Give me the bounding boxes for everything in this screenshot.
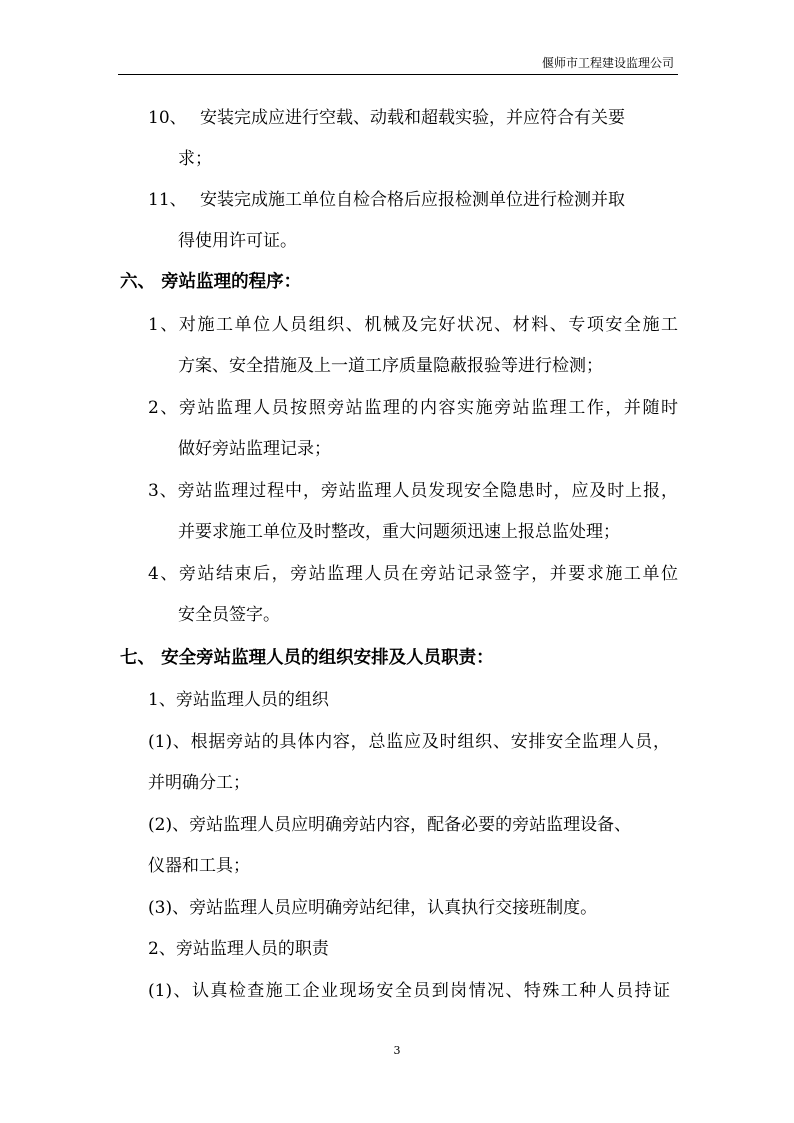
item-11-text-a: 安装完成施工单位自检合格后应报检测单位进行检测并取: [200, 190, 625, 210]
proc-3-line-2: 并要求施工单位及时整改，重大问题须迅速上报总监处理；: [178, 522, 620, 542]
proc-4-line-1: 4、旁站结束后，旁站监理人员在旁站记录签字，并要求施工单位: [148, 564, 678, 584]
sub-1-item-2-line-1: (2)、旁站监理人员应明确旁站内容，配备必要的旁站监理设备、: [148, 815, 632, 835]
sub-2-heading: 2、旁站监理人员的职责: [148, 939, 329, 959]
section-6-heading: 六、 旁站监理的程序：: [120, 272, 302, 292]
proc-4-line-2: 安全员签字。: [178, 605, 280, 625]
page-number: 3: [393, 1044, 401, 1057]
sub-1-heading: 1、旁站监理人员的组织: [148, 690, 329, 710]
sub-1-item-1-line-1: (1)、根据旁站的具体内容，总监应及时组织、安排安全监理人员，: [148, 732, 670, 752]
proc-2-line-1: 2、旁站监理人员按照旁站监理的内容实施旁站监理工作，并随时: [148, 398, 678, 418]
item-11-number: 11、: [148, 190, 187, 210]
item-10-line-1: [148, 107, 625, 129]
sub-1-item-3: (3)、旁站监理人员应明确旁站纪律，认真执行交接班制度。: [148, 898, 598, 918]
sub-1-item-1-line-2: 并明确分工；: [148, 773, 250, 793]
header-rule: [118, 74, 678, 75]
proc-3-line-1: 3、旁站监理过程中，旁站监理人员发现安全隐患时，应及时上报，: [148, 481, 678, 501]
sub-2-item-1-line-1: (1)、认真检查施工企业现场安全员到岗情况、特殊工种人员持证: [148, 981, 670, 1001]
item-11-line-1: [148, 189, 625, 211]
item-10-number: 10、: [148, 108, 187, 128]
proc-1-line-2: 方案、安全措施及上一道工序质量隐蔽报验等进行检测；: [178, 356, 603, 376]
proc-1-line-1: 1、对施工单位人员组织、机械及完好状况、材料、专项安全施工: [148, 315, 678, 335]
proc-2-line-2: 做好旁站监理记录；: [178, 439, 331, 459]
item-11-line-2: 得使用许可证。: [178, 231, 297, 251]
header-company: 偃师市工程建设监理公司: [541, 56, 674, 70]
item-10-text-a: 安装完成应进行空载、动载和超载实验，并应符合有关要: [200, 108, 625, 128]
section-7-heading: 七、 安全旁站监理人员的组织安排及人员职责：: [120, 648, 494, 668]
item-10-line-2: 求；: [178, 149, 212, 169]
sub-1-item-2-line-2: 仪器和工具；: [148, 856, 250, 876]
